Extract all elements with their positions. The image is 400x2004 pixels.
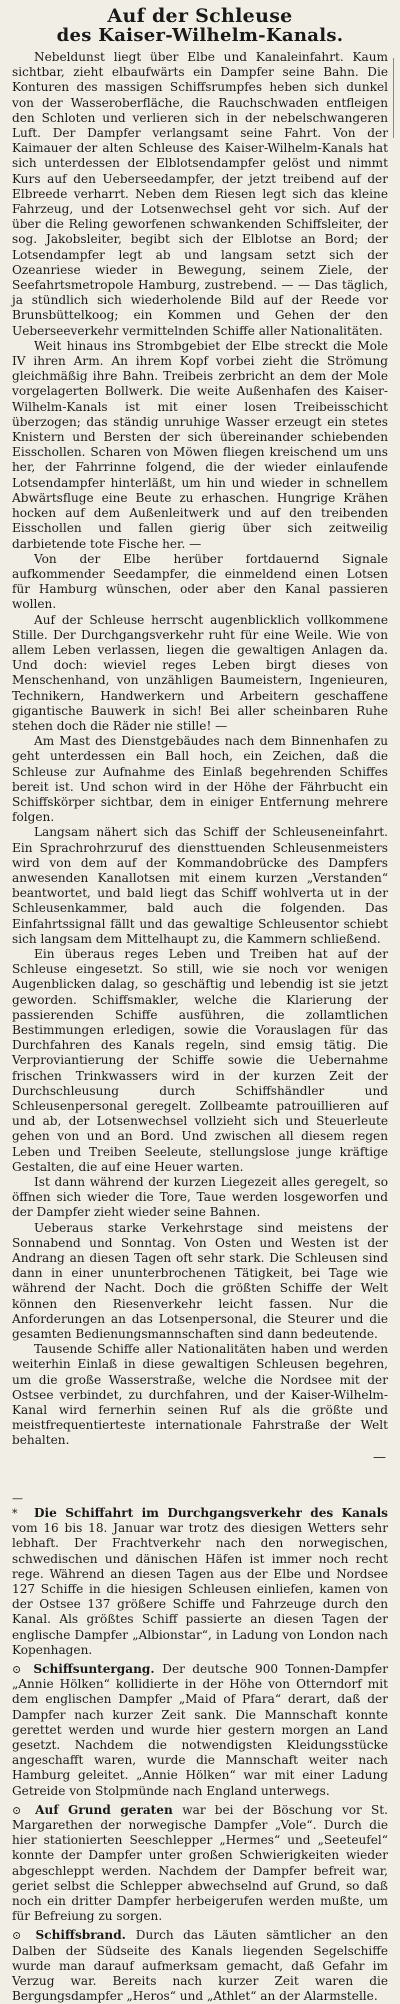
article-body	[12, 50, 388, 1465]
article-paragraph: Weit hinaus ins Strombgebiet der Elbe streckt die Mole IV ihren Arm. An ihrem Kopf vorbei zieht die Strömung gleichmäßig ihre Bahn. Treibeis zerbricht an dem der Mole vorgelagerten Bollwerk. Die weite Außenhafen des Kaiser-Wilhelm-Kanals ist mit einer losen Treibeisschicht überzogen; das ständig unruhige Wasser erzeugt ein stetes Knistern und Bersten der sich übereinander schiebenden Eisschollen. Scharen von Möwen fliegen kreischend um uns her, der Fahrrinne folgend, die der wieder einlaufende Lotsendampfer hinterläßt, um hin und wieder in schnellem Abwärtsfluge eine Beute zu erhaschen. Hungrige Krähen hocken auf dem Außenleitwerk und auf den treibenden Eisschollen und fallen gierig über sich zeitweilig darbietende tote Fische her. —	[12, 338, 388, 551]
column-rule	[393, 58, 394, 138]
article-paragraph: Am Mast des Dienstgebäudes nach dem Binnenhafen zu geht unterdessen ein Ball hoch, ein Zeichen, daß die Schleuse zur Aufnahme des Einlaß begehrenden Schiffes bereit ist. Und schon wird in der Höhe der Fährbucht ein Schiffskörper sichtbar, dem in einiger Entfernung mehrere folgen.	[12, 734, 388, 825]
news-item	[12, 1662, 388, 1799]
news-item-lead: Auf Grund geraten	[35, 1802, 183, 1817]
news-item-body: war bei der Böschung vor St. Margarethen der norwegische Dampfer „Vole“. Durch die hier stationierten Seeschlepper „Hermes“ und „Seeteufel“ konnte der Dampfer unter großen Schwierigkeiten wieder abgeschleppt werden. Nachdem der Dampfer befreit war, geriet selbst die Schlepper abwechselnd auf Grund, so daß noch ein dritter Dampfer herbeigerufen werden mußte, um für Befreiung zu sorgen.	[12, 1802, 388, 1924]
news-marker: ⊙	[12, 1929, 22, 1943]
article-paragraph: Ueberaus starke Verkehrstage sind meistens der Sonnabend und Sonntag. Von Osten und Westen ist der Andrang an diesen Tagen oft sehr stark. Die Schleusen sind dann in einer ununterbrochenen Tätigkeit, bei Tage wie während der Nacht. Doch die größten Schiffe der Welt können den Riesenverkehr leicht fassen. Nur die Anforderungen an das Lotsenpersonal, die Steurer und die gesamten Bedienungsmannschaften sind dann bedeutende.	[12, 1220, 388, 1342]
news-marker: ⊙	[12, 1662, 22, 1676]
section-separator	[12, 1465, 388, 1491]
article-headline	[12, 6, 388, 46]
news-item-body: Der deutsche 900 Tonnen-Dampfer „Annie Hölken“ kollidierte in der Höhe von Otterndorf mit dem englischen Dampfer „Maid of Pfara“ derart, daß der Dampfer nach kurzer Zeit sank. Die Mannschaft konnte gerettet werden und wurde hier gestern morgen an Land gesetzt. Nachdem die notwendigsten Kleidungsstücke angeschafft waren, wurde die Mannschaft weiter nach Hamburg geleitet. „Annie Hölken“ war mit einer Ladung Getreide von Stolpmünde nach England unterwegs.	[12, 1661, 388, 1798]
article-paragraph: Langsam nähert sich das Schiff der Schleuseneinfahrt. Ein Sprachrohrzuruf des diensttuenden Schleusenmeisters wird von dem auf der Kommandobrücke des Dampfers anwesenden Kanallotsen mit einem kurzen „Verstanden“ beantwortet, und bald liegt das Schiff wohlverta ut in der Schleusenkammer, bald auch die folgenden. Das Einfahrtssignal fällt und das gewaltige Schleusentor schiebt sich langsam dem Mittelhaupt zu, die Kammern schließend.	[12, 825, 388, 946]
headline-line-1: Auf der Schleuse	[107, 5, 293, 27]
news-marker: ⊙	[12, 1803, 22, 1817]
news-item-lead: Schiffsbrand.	[35, 1928, 136, 1943]
news-marker: —*	[12, 1491, 23, 1520]
news-item-body: vom 16 bis 18. Januar war trotz des diesigen Wetters sehr lebhaft. Der Frachtverkehr nach den norwegischen, schwedischen und dänischen Häfen ist immer noch recht rege. Während an diesen Tagen aus der Elbe und Nordsee 127 Schiffe in die hiesigen Schleusen einliefen, kamen von der Ostsee 137 größere Schiffe und Fahrzeuge durch den Kanal. Als größtes Schiff passierte an diesen Tagen der englische Dampfer „Albionstar“, in Ladung von London nach Kopenhagen.	[12, 1521, 388, 1657]
news-item-lead: Schiffsuntergang.	[33, 1661, 163, 1676]
article-paragraph: Auf der Schleuse herrscht augenblicklich vollkommene Stille. Der Durchgangsverkehr ruht für eine Weile. Wie von allem Leben verlassen, liegen die gewaltigen Anlagen da. Und doch: wieviel reges Leben birgt dieses von Menschenhand, von unzähligen Baumeistern, Ingenieuren, Technikern, Handwerkern und Arbeitern geschaffene gigantische Bauwerk in sich! Bei aller scheinbaren Ruhe stehen doch die Räder nie stille! —	[12, 612, 388, 733]
article-end-mark: —	[373, 1449, 386, 1465]
article-paragraph: Tausende Schiffe aller Nationalitäten haben und werden weiterhin Einlaß in diese gewaltigen Schleusen begehren, um die große Wasserstraße, welche die Nordsee mit der Ostsee verbindet, zu durchfahren, und der Kaiser-Wilhelm-Kanal wird fernerhin seinen Ruf als die größte und meistfrequentierteste internationale Fahrstraße der Welt behalten.	[12, 1342, 388, 1448]
article-paragraph: Ist dann während der kurzen Liegezeit alles geregelt, so öffnen sich wieder die Tore, Taue werden losgeworfen und der Dampfer zieht wieder seine Bahnen.	[12, 1175, 388, 1220]
article-paragraph: Ein überaus reges Leben und Treiben hat auf der Schleuse eingesetzt. So still, wie sie noch vor wenigen Augenblicken dalag, so geschäftig und lebendig ist sie jetzt geworden. Schiffsmakler, welche die Klarierung der passierenden Schiffe ausführen, die zollamtlichen Bestimmungen erledigen, sowie die Vorauslagen für das Durchfahren des Kanals regeln, sind emsig tätig. Die Verproviantierung der Schiffe sowie die Uebernahme frischen Trinkwassers wird in der kurzen Zeit der Durchschleusung durch Schiffshändler und Schleusenpersonal geregelt. Zollbeamte patrouillieren auf und ab, der Lotsenwechsel vollzieht sich und Steuerleute gehen von und an Bord. Und zwischen all diesem regen Leben und Treiben Seeleute, stellungslose junge kräftige Gestalten, die auf eine Heuer warten.	[12, 946, 388, 1174]
news-item-lead: Die Schiffahrt im Durchgangsverkehr des Kanals	[34, 1505, 388, 1520]
news-item	[12, 1803, 388, 1925]
headline-line-2: des Kaiser-Wilhelm-Kanals.	[56, 25, 344, 46]
news-item	[12, 1928, 388, 2004]
article-paragraph: Von der Elbe herüber fortdauernd Signale aufkommender Seedampfer, die einmeldend einen Lotsen für Hamburg wünschen, oder aber den Kanal passieren wollen.	[12, 551, 388, 612]
news-item	[12, 1491, 388, 1658]
news-items	[12, 1491, 388, 2004]
article-paragraph: Nebeldunst liegt über Elbe und Kanaleinfahrt. Kaum sichtbar, zieht elbaufwärts ein Dampfer seine Bahn. Die Konturen des massigen Schiffsrumpfes heben sich dunkel von der Wasseroberfläche, die Rauchschwaden entfleigen den Schloten und verlieren sich in der nebelschwangeren Luft. Der Dampfer verlangsamt seine Fahrt. Von der Kaimauer der alten Schleuse des Kaiser-Wilhelm-Kanals hat sich unterdessen der Elblotsendampfer gelöst und nimmt Kurs auf den Ueberseedampfer, der jetzt treibend auf der Elbreede verharrt. Neben dem Riesen legt sich das kleine Fahrzeug, und der Lotsenwechsel geht vor sich. Auf der über die Reling geworfenen schwankenden Schiffsleiter, der sog. Jakobsleiter, begibt sich der Elblotse an Bord; der Lotsendampfer legt ab und langsam setzt sich der Ozeanriese wieder in Bewegung, seinem Ziele, der Seefahrtsmetropole Hamburg, zustrebend. — — Das täglich, ja stündlich sich wiederholende Bild auf der Reede vor Brunsbüttelkoog; ein Kommen und Gehen der den Ueberseeverkehr vermittelnden Schiffe aller Nationalitäten.	[12, 50, 388, 338]
news-item-body: Durch das Läuten sämtlicher an den Dalben der Südseite des Kanals liegenden Segelschiffe wurde man darauf aufmerksam gemacht, daß Gefahr im Verzug war. Bereits nach kurzer Zeit waren die Bergungsdampfer „Heros“ und „Athlet“ an der Alarmstelle.	[12, 1928, 388, 2004]
